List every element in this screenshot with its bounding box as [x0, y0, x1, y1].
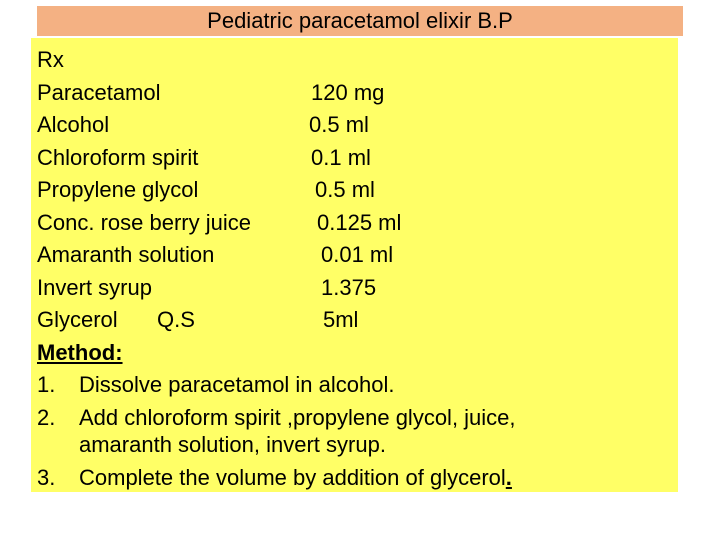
ingredient-quantity: 120 mg: [311, 79, 385, 105]
step-text: Dissolve paracetamol in alcohol.: [79, 372, 395, 397]
ingredient-row: [37, 142, 678, 175]
rx-label: [37, 44, 678, 77]
ingredient-row: [37, 239, 678, 272]
slide-title-text: Pediatric paracetamol elixir B.P: [207, 8, 513, 33]
slide-title: [37, 6, 683, 36]
step-number: 3.: [37, 465, 56, 490]
step-text: Add chloroform spirit ,propylene glycol, juice, amaranth solution, invert syrup.: [79, 405, 516, 457]
ingredient-row: [37, 304, 678, 337]
method-heading: Method:: [37, 339, 123, 365]
ingredient-name: Amaranth solution: [37, 242, 215, 267]
method-step: [37, 371, 678, 398]
ingredient-row: [37, 77, 678, 110]
ingredient-row: [37, 109, 678, 142]
method-step: [37, 404, 678, 458]
ingredient-quantity: 5ml: [323, 307, 359, 332]
step-text: Complete the volume by addition of glycerol: [79, 465, 506, 490]
ingredient-quantity: 0.125 ml: [317, 209, 402, 235]
step-end-mark: .: [505, 465, 512, 490]
prescription-box: [31, 38, 678, 492]
ingredient-name: Invert syrup: [37, 274, 152, 300]
ingredient-quantity: 1.375: [321, 274, 377, 300]
ingredient-name: Glycerol: [37, 307, 118, 332]
step-number: 2.: [37, 405, 56, 430]
ingredient-row: [37, 174, 678, 207]
ingredient-row: [37, 272, 678, 305]
ingredient-name: Paracetamol: [37, 79, 161, 105]
step-text-wrapper: [79, 464, 674, 491]
method-heading-row: [37, 337, 678, 370]
ingredient-name: Propylene glycol: [37, 177, 199, 202]
ingredient-note: Q.S: [157, 307, 195, 332]
ingredient-quantity: 0.01 ml: [321, 242, 394, 267]
method-step: [37, 464, 678, 491]
step-number: 1.: [37, 372, 56, 397]
ingredient-quantity: 0.5 ml: [315, 177, 375, 202]
ingredient-row: [37, 207, 678, 240]
ingredient-name: Chloroform spirit: [37, 144, 199, 170]
ingredient-name: Conc. rose berry juice: [37, 209, 251, 235]
ingredient-name: Alcohol: [37, 112, 110, 137]
ingredient-quantity: 0.5 ml: [309, 112, 369, 137]
ingredient-quantity: 0.1 ml: [311, 144, 371, 170]
rx-text: Rx: [37, 47, 64, 72]
